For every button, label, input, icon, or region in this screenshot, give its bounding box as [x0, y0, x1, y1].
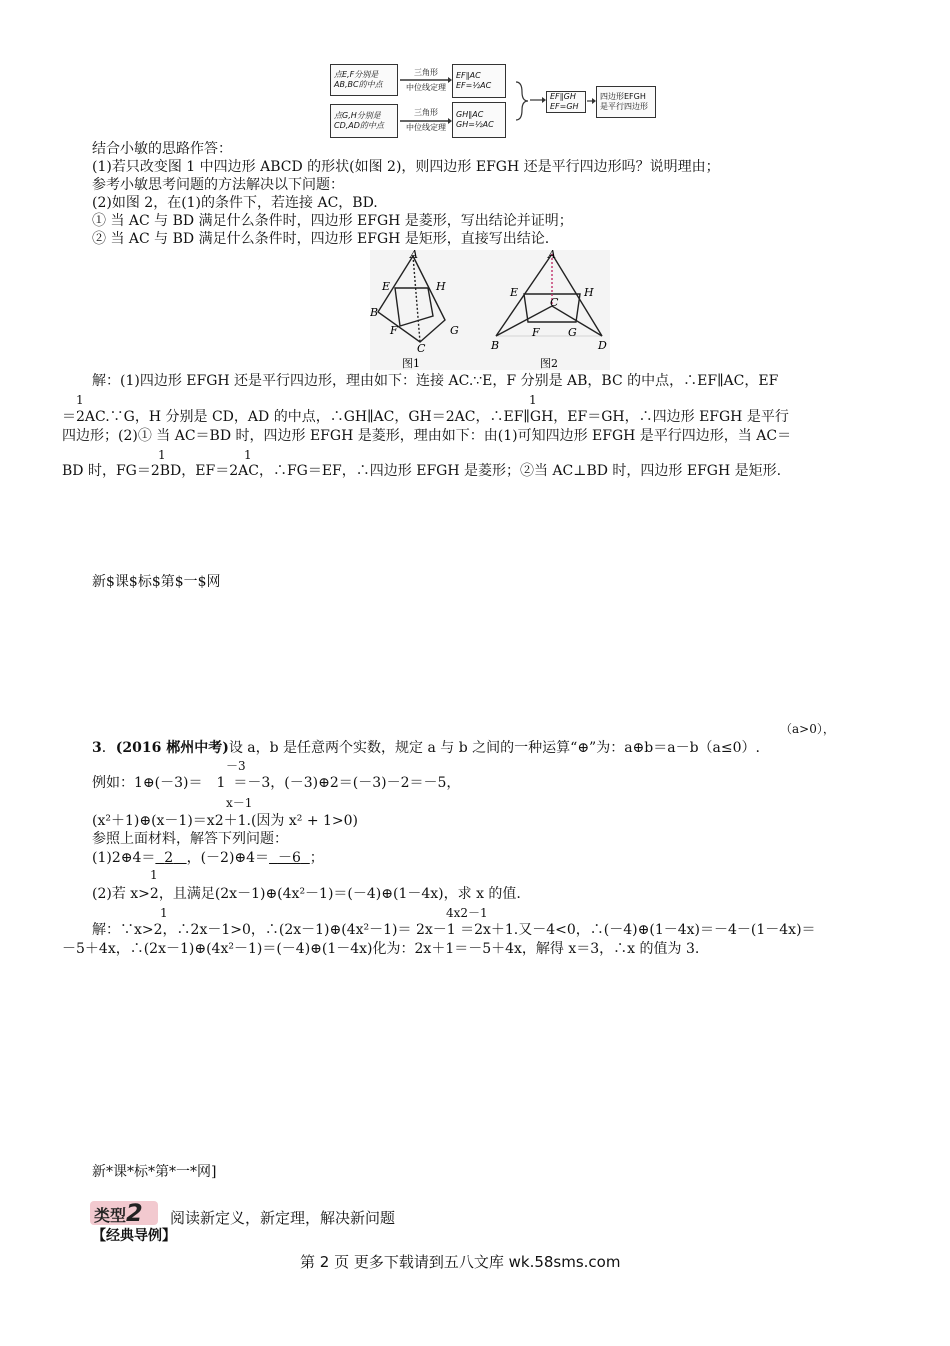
solution2-line-1: 解：(1)四边形 EFGH 还是平行四边形，理由如下：连接 AC.∵E，F 分别是 AB，BC 的中点，∴EF∥AC，EF — [92, 373, 779, 389]
answer-1: 2 — [164, 850, 174, 866]
watermark-2: 新*课*标*第*一*网] — [92, 1164, 217, 1180]
fig2-label-h: H — [584, 286, 594, 299]
problem2-line-6: ② 当 AC 与 BD 满足什么条件时，四边形 EFGH 是矩形，直接写出结论. — [92, 231, 550, 247]
problem3-line-3: (x²＋1)⊕(x－1)＝x2＋1.(因为 x² + 1>0) — [92, 813, 359, 829]
problem3-line-2: 例如：1⊕(－3)＝ 1 ＝－3，(－3)⊕2＝(－3)－2＝－5， — [92, 775, 461, 791]
problem3-frac-top: －3 — [226, 759, 246, 773]
fig2-label-g: G — [568, 326, 577, 339]
flow-box-result-2: GH∥AC GH=½AC — [452, 102, 506, 138]
solution2-frac-2: 1 — [529, 393, 537, 407]
problem3-solution-1: 解：∵x>2，∴2x－1>0，∴(2x－1)⊕(4x²－1)＝ 2x－1 ＝2x＋1.又－4<0，∴(－4)⊕(1－4x)＝－4－(1－4x)＝ — [92, 922, 816, 938]
problem3-frac-3: 4x2－1 — [446, 906, 488, 920]
flow-box-condition-1: 点E,F分别是AB,BC的中点 — [330, 64, 398, 96]
problem3-frac-x: x－1 — [226, 796, 253, 810]
page-footer: 第 2 页 更多下载请到五八文库 wk.58sms.com — [300, 1253, 621, 1271]
figure-1 — [370, 250, 480, 370]
watermark-1: 新$课$标$第$一$网 — [92, 574, 221, 590]
fig1-label-c: C — [417, 342, 426, 355]
type-tag: 类型2 — [90, 1201, 158, 1225]
flow-arrow-label-1: 三角形 中位线定理 — [406, 68, 446, 92]
problem2-line-5: ① 当 AC 与 BD 满足什么条件时，四边形 EFGH 是菱形，写出结论并证明； — [92, 213, 573, 229]
flow-box-mid: EF∥GH EF=GH — [546, 91, 586, 113]
flow-box-result-1: EF∥AC EF=½AC — [452, 64, 506, 98]
fig1-label-f: F — [390, 324, 398, 337]
problem2-line-4: (2)如图 2，在(1)的条件下，若连接 AC，BD. — [92, 195, 378, 211]
classic-example-heading: 【经典导例】 — [92, 1228, 176, 1244]
fig1-caption: 图1 — [402, 357, 420, 370]
fig1-label-a: A — [410, 250, 418, 261]
fig2-caption: 图2 — [540, 357, 558, 370]
fig2-label-f: F — [532, 326, 540, 339]
fig2-label-c: C — [550, 296, 559, 309]
fig2-label-e: E — [510, 286, 519, 299]
problem3-source: (2016 郴州中考) — [115, 740, 229, 756]
fig2-label-d: D — [598, 339, 607, 352]
fig1-label-b: B — [370, 306, 379, 319]
fig2-label-a: A — [548, 250, 556, 261]
figure-2 — [488, 250, 610, 370]
fig1-label-g: G — [450, 324, 459, 337]
problem3-frac-1: 1 — [150, 868, 158, 882]
solution2-frac-1: 1 — [76, 393, 84, 407]
fig2-label-b: B — [491, 339, 500, 352]
problem3-solution-2: －5＋4x，∴(2x－1)⊕(4x²－1)＝(－4)⊕(1－4x)化为：2x＋1＝－5＋4x，解得 x＝3，∴x 的值为 3. — [62, 941, 700, 957]
flow-arrow-label-2: 三角形 中位线定理 — [406, 108, 446, 132]
solution2-line-4: BD 时，FG＝2BD，EF＝2AC，∴FG＝EF，∴四边形 EFGH 是菱形；②当 AC⊥BD 时，四边形 EFGH 是矩形. — [62, 463, 782, 479]
problem3-statement: 设 a，b 是任意两个实数，规定 a 与 b 之间的一种运算“⊕”为：a⊕b＝a－b（a≤0）. — [228, 740, 760, 756]
solution2-frac-4: 1 — [244, 448, 252, 462]
problem3-frac-2: 1 — [160, 906, 168, 920]
flow-arrows — [0, 0, 950, 150]
problem2-line-3: 参考小敏思考问题的方法解决以下问题： — [92, 177, 344, 193]
problem3-line-5: (1)2⊕4＝ 2 ，(－2)⊕4＝ －6 ； — [92, 850, 324, 866]
flow-box-condition-2: 点G,H分别是CD,AD的中点 — [330, 104, 398, 138]
solution2-line-3: 四边形；(2)① 当 AC＝BD 时，四边形 EFGH 是菱形，理由如下：由(1)可知四边形 EFGH 是平行四边形，当 AC＝ — [62, 428, 792, 444]
problem3-number: 3 — [92, 740, 102, 756]
fig1-label-h: H — [436, 280, 446, 293]
solution2-frac-3: 1 — [158, 448, 166, 462]
problem3-case-top: （a>0）， — [780, 722, 835, 736]
fig1-label-e: E — [382, 280, 391, 293]
problem3-line-6: (2)若 x>2，且满足(2x－1)⊕(4x²－1)＝(－4)⊕(1－4x)，求 x 的值. — [92, 886, 521, 902]
flow-box-final: 四边形EFGH 是平行四边形 — [596, 86, 656, 118]
solution2-line-2: ＝2AC.∵G，H 分别是 CD，AD 的中点，∴GH∥AC，GH＝2AC，∴EF∥GH，EF＝GH，∴四边形 EFGH 是平行 — [62, 409, 789, 425]
problem3-line-1: 3．(2016 郴州中考)设 a，b 是任意两个实数，规定 a 与 b 之间的一种运算“⊕”为：a⊕b＝a－b（a≤0）. — [92, 740, 760, 756]
problem2-line-2: (1)若只改变图 1 中四边形 ABCD 的形状(如图 2)，则四边形 EFGH 还是平行四边形吗？说明理由； — [92, 159, 720, 175]
type-title: 阅读新定义，新定理，解决新问题 — [170, 1209, 396, 1227]
problem2-line-1: 结合小敏的思路作答： — [92, 141, 232, 157]
figures — [370, 250, 610, 370]
problem3-line-4: 参照上面材料，解答下列问题： — [92, 831, 288, 847]
answer-2: －6 — [277, 850, 301, 866]
